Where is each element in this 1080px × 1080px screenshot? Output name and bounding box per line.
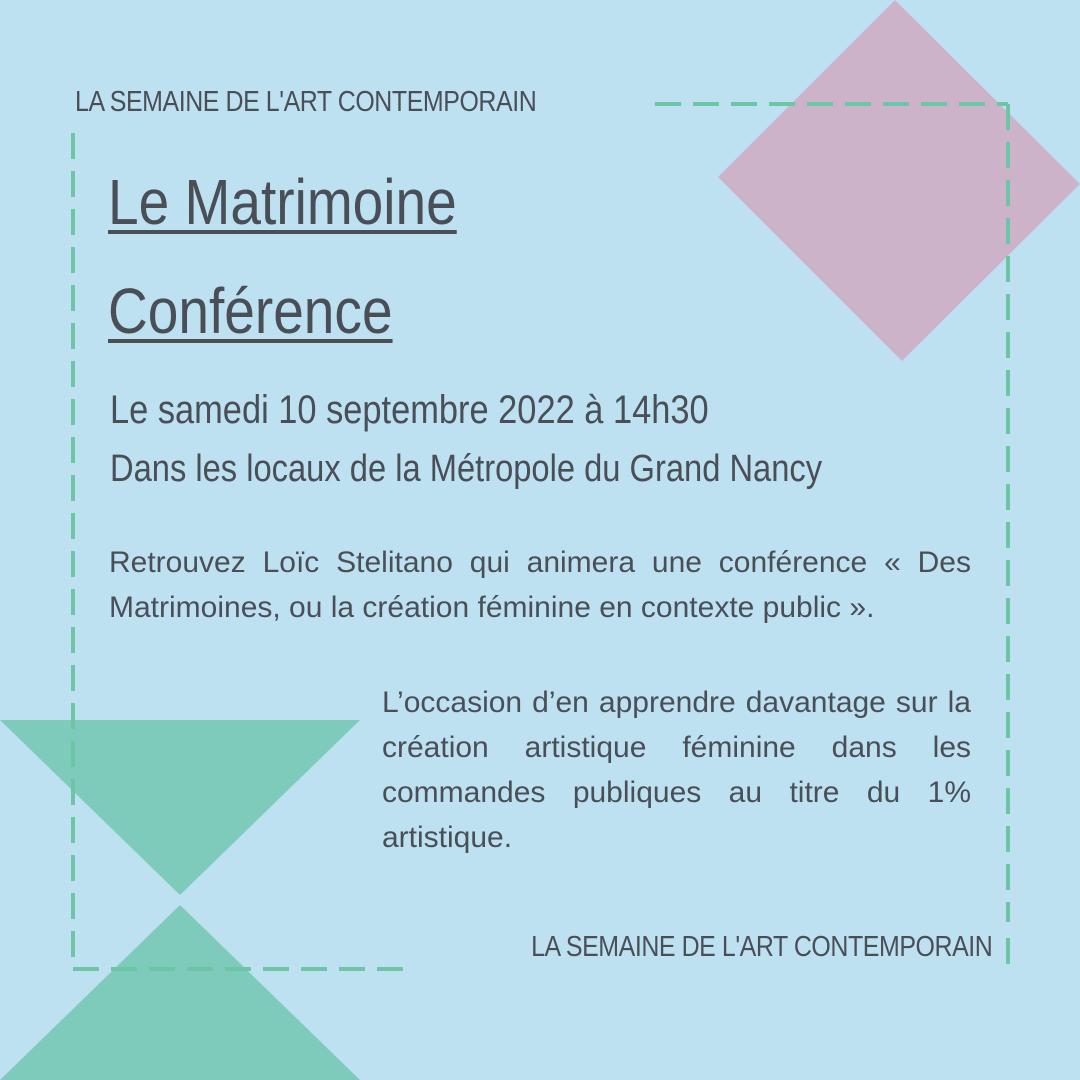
page-title: Le Matrimoine: [108, 166, 457, 238]
event-series-label-top: LA SEMAINE DE L'ART CONTEMPORAIN: [75, 86, 537, 118]
event-location: Dans les locaux de la Métropole du Grand Nancy: [110, 448, 823, 490]
description-paragraph-2: L’occasion d’en apprendre davantage sur la création artistique féminine dans les commandes publiques au titre du 1% artistique.: [382, 686, 971, 854]
event-series-label-bottom: LA SEMAINE DE L'ART CONTEMPORAIN: [530, 931, 992, 963]
event-date: Le samedi 10 septembre 2022 à 14h30: [110, 388, 709, 432]
description-paragraph-1: Retrouvez Loïc Stelitano qui animera une conférence « Des Matrimoines, ou la création féminine en contexte public ».: [109, 546, 971, 624]
green-triangle-down: [0, 720, 360, 895]
pink-diamond: [718, 0, 1080, 361]
page-subtitle: Conférence: [108, 275, 393, 347]
green-triangle-up: [0, 905, 360, 1080]
